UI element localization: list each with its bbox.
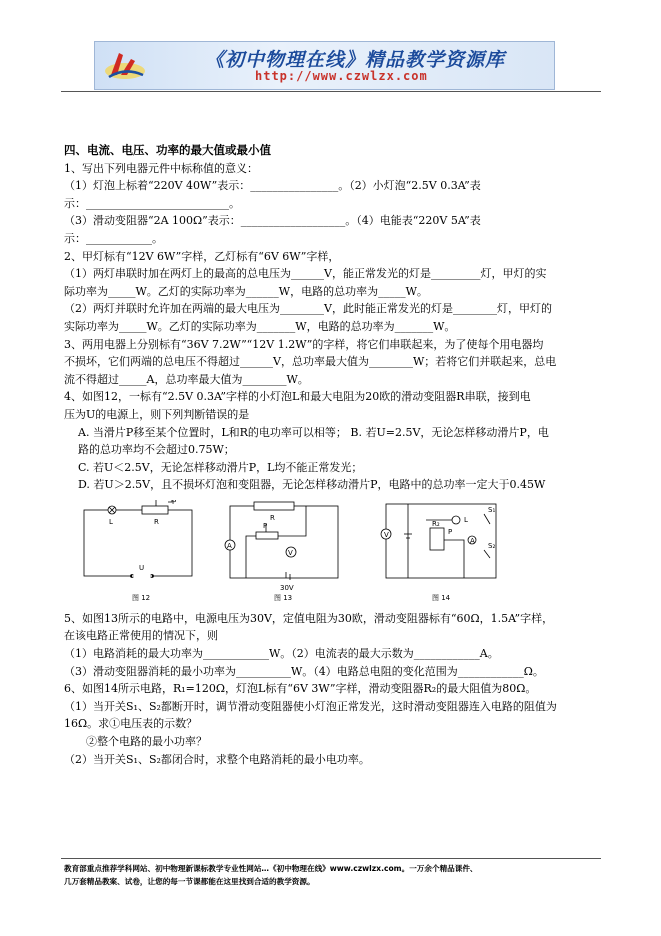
text-line: 6、如图14所示电路，R₁=120Ω，灯泡L标有“6V 3W”字样，滑动变阻器R₂的最大阻值为80Ω。 xyxy=(64,682,537,696)
text-line: （3）滑动变阻器消耗的最小功率为__________W。（4）电路总电阻的变化范围为____________Ω。 xyxy=(64,664,544,678)
fig14-label-v: V xyxy=(384,530,389,539)
fig14-label-a: A xyxy=(470,536,475,545)
fig13-label-r: R xyxy=(270,513,275,522)
fig12-label-r: R xyxy=(154,517,159,526)
text-line: 示：__________________________。 xyxy=(64,196,240,210)
text-line: （1）灯泡上标着“220V 40W”表示：________________。（2）小灯泡“2.5V 0.3A”表 xyxy=(64,179,481,193)
text-line: （1）两灯串联时加在两灯上的最高的总电压为______V，能正常发光的灯是_________灯，甲灯的实 xyxy=(64,267,547,281)
figure-13 xyxy=(216,500,352,606)
fig14-label-p: P xyxy=(448,527,453,536)
text-line: 4、如图12，一标有“2.5V 0.3A”字样的小灯泡L和最大电阻为20欧的滑动变阻器R串联，接到电 xyxy=(64,390,531,404)
fig12-label-u: U xyxy=(139,563,145,572)
option-a-b: A. 当滑片P移至某个位置时，L和R的电功率可以相等； B. 若U=2.5V，无论怎样移动滑片P，电 xyxy=(78,425,549,439)
fig12-caption: 图 12 xyxy=(132,593,151,602)
text-line: 实际功率为_____W。乙灯的实际功率为_______W，电路的总功率为_______W。 xyxy=(64,319,456,333)
text-line: 际功率为_____W。乙灯的实际功率为______W，电路的总功率为_____W。 xyxy=(64,284,428,298)
circuit-figures xyxy=(64,500,592,608)
footer xyxy=(64,862,604,888)
text-line: （2）两灯并联时允许加在两端的最大电压为________V，此时能正常发光的灯是________灯，甲灯的 xyxy=(64,302,552,316)
fig13-label-v: V xyxy=(288,548,293,557)
text-line: 不损坏，它们两端的总电压不得超过______V，总功率最大值为________W；若将它们并联起来，总电 xyxy=(64,355,557,369)
header-banner xyxy=(94,41,555,90)
fig13-label-p: P xyxy=(263,521,268,530)
text-line: 路的总功率均不会超过0.75W； xyxy=(78,443,235,457)
text-line: 示：____________。 xyxy=(64,231,163,245)
figure-14 xyxy=(374,500,508,606)
text-line: ②整个电路的最小功率？ xyxy=(86,735,207,749)
site-logo-icon xyxy=(103,45,147,85)
fig14-label-l: L xyxy=(464,515,468,524)
fig12-label-p: P xyxy=(172,499,177,506)
text-line: 3、两用电器上分别标有“36V 7.2W”“12V 1.2W”的字样，将它们串联起来，为了使每个用电器均 xyxy=(64,337,544,351)
fig13-label-30v: 30V xyxy=(280,583,294,592)
text-line: 16Ω。求①电压表的示数？ xyxy=(64,717,198,731)
banner-title: 《初中物理在线》精品教学资源库 xyxy=(205,49,506,71)
footer-line: 几万套精品教案、试卷，让您的每一节课都能在这里找到合适的教学资源。 xyxy=(64,877,315,886)
option-c: C. 若U＜2.5V，无论怎样移动滑片P，L均不能正常发光； xyxy=(78,460,363,474)
text-line: （2）当开关S₁、S₂都闭合时，求整个电路消耗的最小电功率。 xyxy=(64,752,370,766)
footer-line: 教育部重点推荐学科网站、初中物理新课标教学专业性网站…《初中物理在线》www.czwlzx.com。一万余个精品课件、 xyxy=(64,864,478,873)
text-line: （1）当开关S₁、S₂都断开时，调节滑动变阻器使小灯泡正常发光，这时滑动变阻器连入电路的阻值为 xyxy=(64,699,557,713)
text-line: （3）滑动变阻器“2A 100Ω”表示：___________________。（4）电能表“220V 5A”表 xyxy=(64,214,481,228)
text-line: （1）电路消耗的最大功率为____________W。（2）电流表的最大示数为____________A。 xyxy=(64,647,499,661)
footer-rule xyxy=(61,858,601,859)
text-line: 压为U的电源上，则下列判断错误的是 xyxy=(64,407,250,421)
banner-url: http://www.czwlzx.com xyxy=(255,69,428,83)
fig14-caption: 图 14 xyxy=(432,593,451,602)
worksheet-body xyxy=(64,142,592,768)
text-line: 1、写出下列电器元件中标称值的意义： xyxy=(64,161,258,175)
text-line: 2、甲灯标有“12V 6W”字样，乙灯标有“6V 6W”字样， xyxy=(64,249,340,263)
fig13-caption: 图 13 xyxy=(274,593,293,602)
figure-12 xyxy=(72,500,202,606)
fig13-label-a: A xyxy=(227,541,232,550)
fig14-label-s1: S₁ xyxy=(488,505,496,514)
fig12-label-l: L xyxy=(109,517,113,526)
header-rule xyxy=(61,91,601,92)
text-line: 流不得超过_____A，总功率最大值为________W。 xyxy=(64,372,309,386)
fig14-label-s2: S₂ xyxy=(488,541,496,550)
text-line: 5、如图13所示的电路中，电源电压为30V，定值电阻为30欧，滑动变阻器标有“60Ω，1.5A”字样， xyxy=(64,611,554,625)
section-title: 四、电流、电压、功率的最大值或最小值 xyxy=(64,143,271,157)
fig14-label-r2: R₂ xyxy=(432,519,440,528)
text-line: 在该电路正常使用的情况下，则 xyxy=(64,629,218,643)
option-d: D. 若U＞2.5V，且不损坏灯泡和变阻器，无论怎样移动滑片P，电路中的总功率一定大于0.45W xyxy=(78,478,546,492)
